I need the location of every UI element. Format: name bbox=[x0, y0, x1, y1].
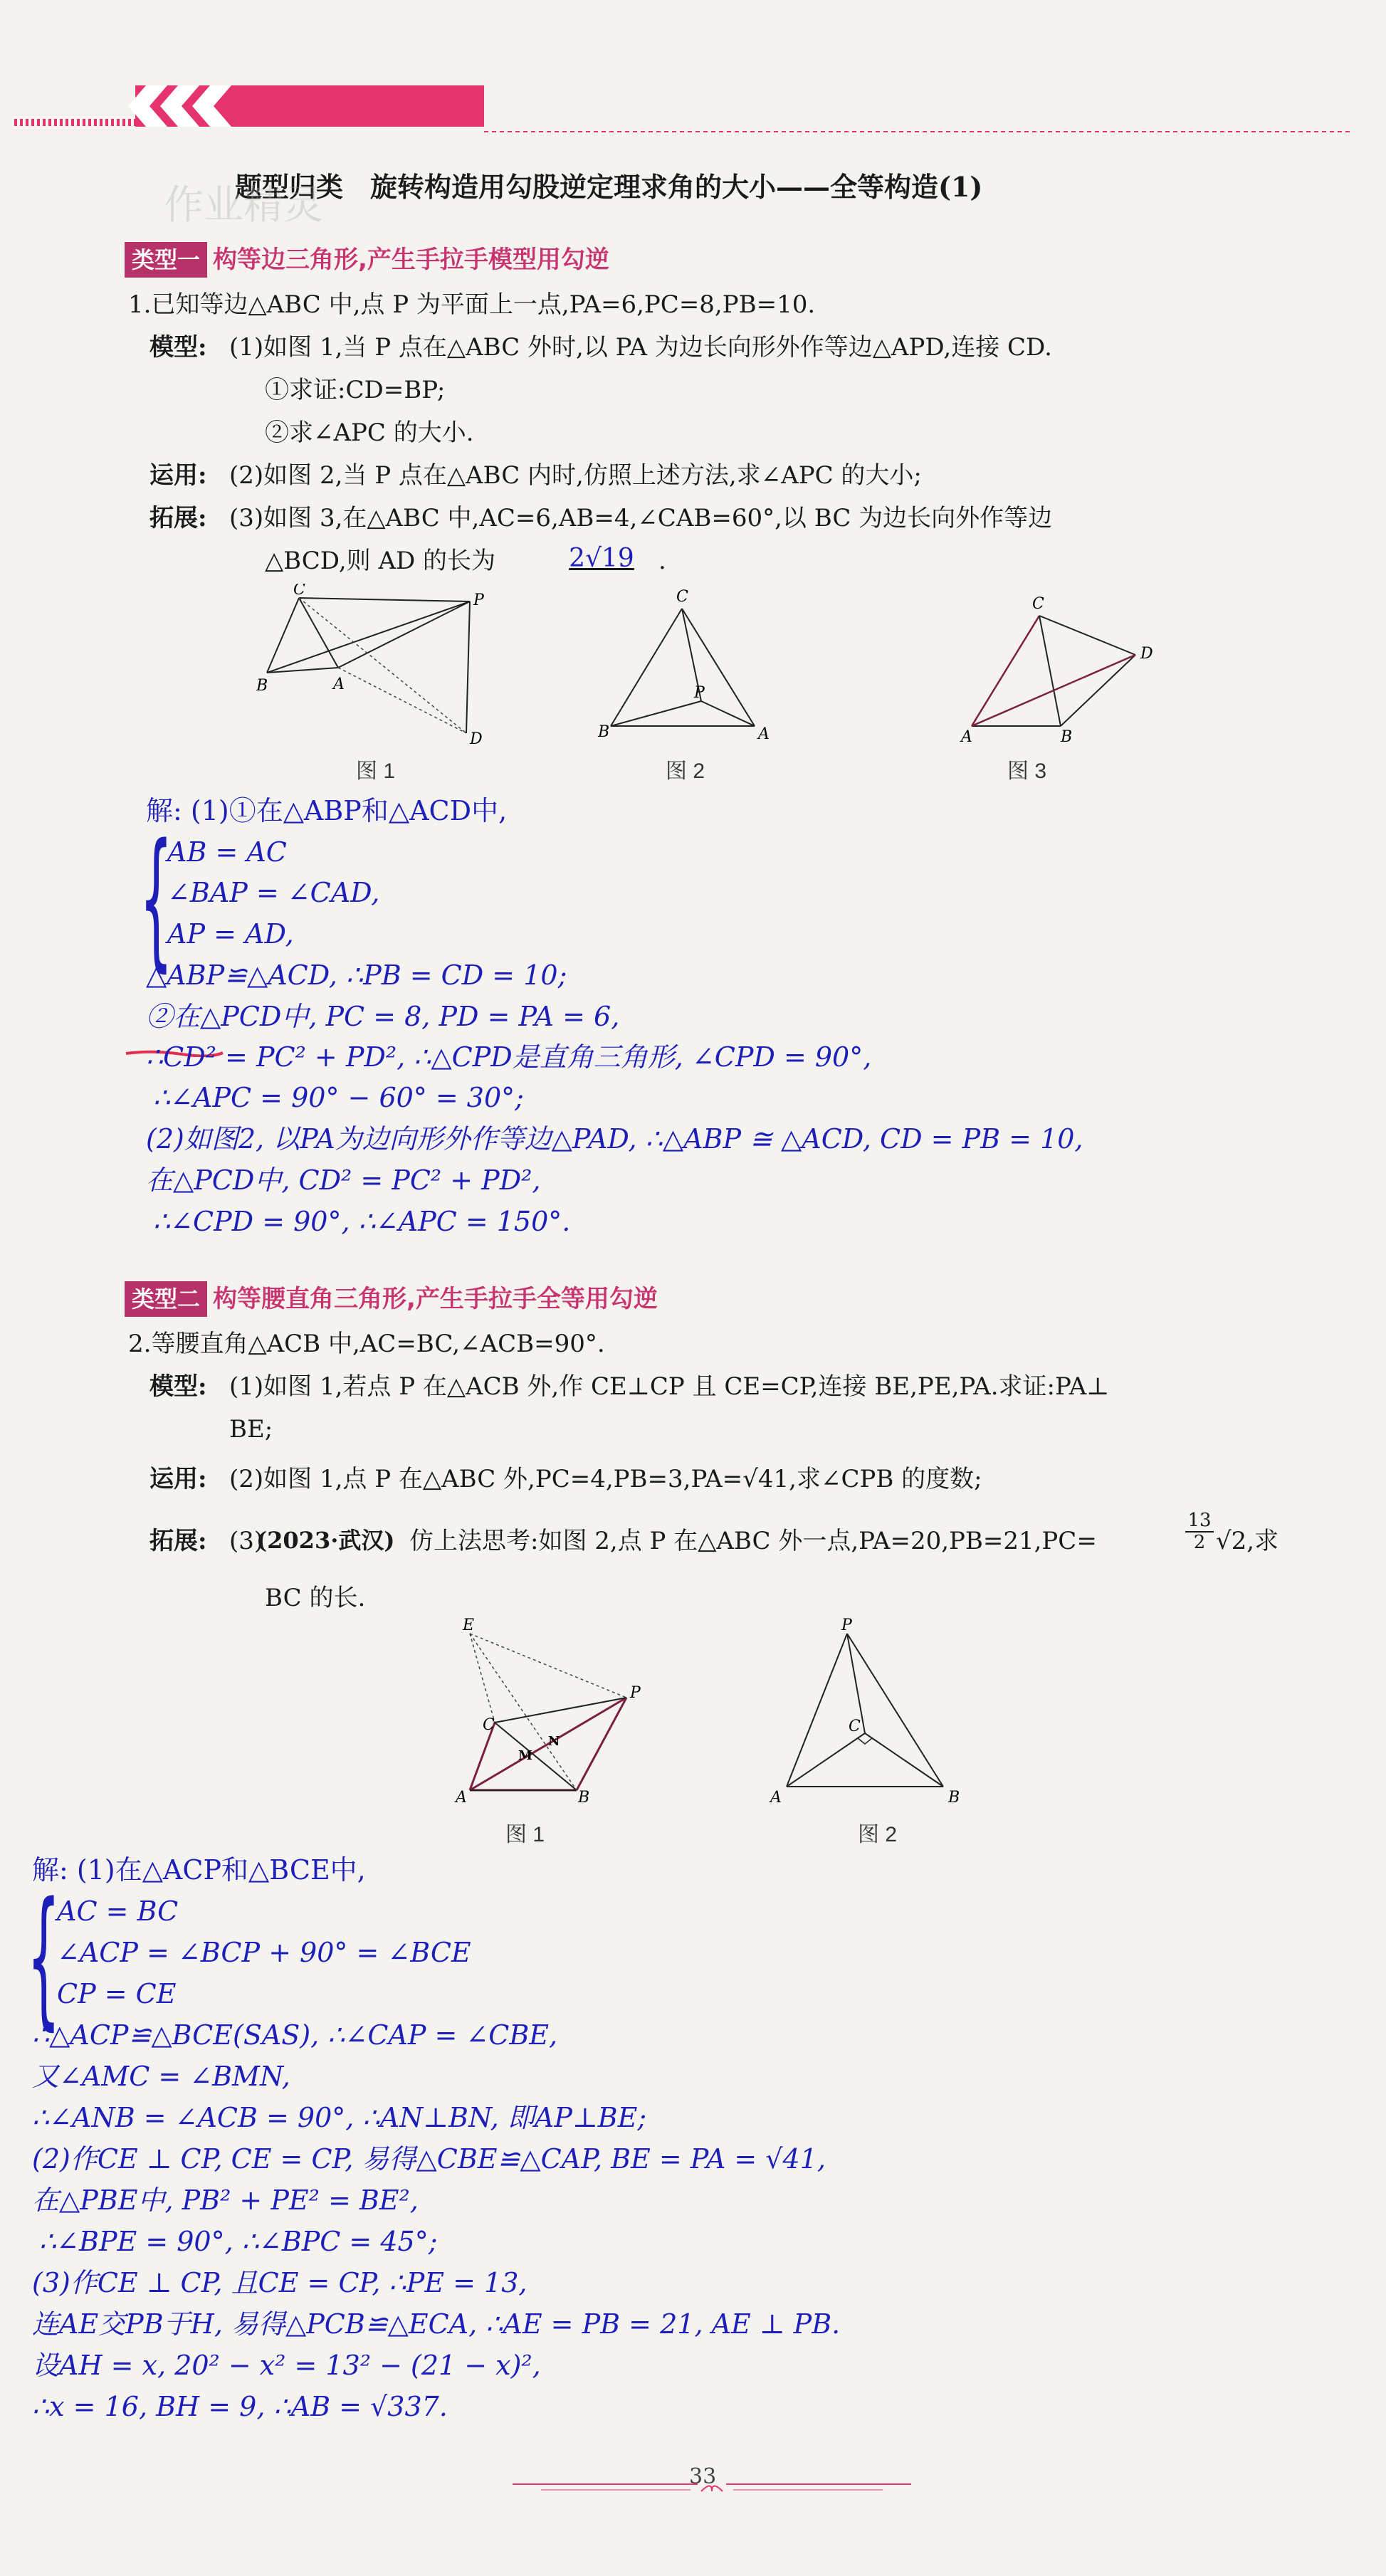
section-text: 构等腰直角三角形,产生手拉手全等用勾逆 bbox=[213, 1285, 658, 1313]
solution2-line: ∴∠ANB = ∠ACB = 90°, ∴AN⊥BN, 即AP⊥BE; bbox=[32, 2102, 647, 2133]
svg-text:C: C bbox=[676, 588, 688, 606]
solution1-line: △ABP≌△ACD, ∴PB = CD = 10; bbox=[146, 960, 567, 991]
solution1-line: 解: (1)①在△ABP和△ACD中, bbox=[146, 795, 508, 826]
solution2-line: 连AE交PB于H, 易得△PCB≌△ECA, ∴AE = PB = 21, AE ⊥ PB. bbox=[32, 2308, 841, 2340]
problem2-stem: 2.等腰直角△ACB 中,AC=BC,∠ACB=90°. bbox=[128, 1330, 605, 1358]
problem1-model-item1: ①求证:CD=BP; bbox=[265, 376, 446, 404]
svg-text:A: A bbox=[333, 675, 345, 693]
problem2-extend-text-c: √2,求 bbox=[1216, 1527, 1279, 1555]
problem2-extend-label: 拓展: bbox=[149, 1527, 207, 1555]
header-banner bbox=[0, 71, 1386, 135]
solution2-line: ∴∠BPE = 90°, ∴∠BPC = 45°; bbox=[39, 2226, 438, 2257]
solution2-brace: { bbox=[27, 1870, 61, 2044]
fig3-caption: 图 3 bbox=[1007, 759, 1047, 783]
solution1-line: ∠BAP = ∠CAD, bbox=[167, 877, 380, 908]
p2-fig2-caption: 图 2 bbox=[858, 1823, 898, 1846]
p2-fig1-caption: 图 1 bbox=[505, 1823, 545, 1846]
problem1-apply-text: (2)如图 2,当 P 点在△ABC 内时,仿照上述方法,求∠APC 的大小; bbox=[229, 461, 922, 490]
fraction-numerator: 13 bbox=[1185, 1510, 1214, 1533]
svg-text:D: D bbox=[470, 730, 483, 748]
svg-text:C: C bbox=[293, 584, 305, 599]
header-banner-graphic bbox=[0, 71, 1386, 135]
watermark: 作业精灵 bbox=[164, 182, 323, 228]
fig2-graphic bbox=[591, 584, 776, 755]
svg-text:P: P bbox=[473, 592, 484, 609]
solution1-line: AB = AC bbox=[167, 836, 287, 868]
problem2-model-label: 模型: bbox=[149, 1372, 207, 1401]
svg-text:C: C bbox=[1032, 595, 1044, 613]
page-number: 33 bbox=[689, 2464, 717, 2489]
solution1-line: 在△PCD中, CD² = PC² + PD², bbox=[146, 1165, 541, 1196]
solution2-line: 在△PBE中, PB² + PE² = BE², bbox=[32, 2185, 419, 2216]
problem1-apply-label: 运用: bbox=[149, 461, 207, 490]
solution2-line: CP = CE bbox=[57, 1978, 177, 2009]
page-title: 题型归类 旋转构造用勾股逆定理求角的大小——全等构造(1) bbox=[235, 171, 983, 203]
solution2-line: ∴△ACP≌△BCE(SAS), ∴∠CAP = ∠CBE, bbox=[32, 2019, 558, 2051]
svg-text:C: C bbox=[483, 1716, 495, 1734]
solution2-line: (2)作CE ⊥ CP, CE = CP, 易得△CBE≌△CAP, BE = PA = √41, bbox=[32, 2143, 826, 2175]
problem1-extend-text2a: △BCD,则 AD 的长为 bbox=[265, 547, 496, 575]
svg-text:N: N bbox=[548, 1734, 560, 1749]
problem1-stem: 1.已知等边△ABC 中,点 P 为平面上一点,PA=6,PC=8,PB=10. bbox=[128, 290, 816, 319]
solution1-brace: { bbox=[140, 811, 173, 986]
fraction-denominator: 2 bbox=[1193, 1531, 1206, 1553]
fig1-graphic bbox=[256, 584, 498, 755]
svg-text:C: C bbox=[849, 1718, 861, 1735]
problem2-figure-2 bbox=[762, 1616, 975, 1815]
problem1-figure-3 bbox=[954, 584, 1182, 755]
solution1-line: AP = AD, bbox=[167, 918, 294, 950]
solution2-line: ∠ACP = ∠BCP + 90° = ∠BCE bbox=[57, 1937, 471, 1968]
section-text: 构等边三角形,产生手拉手模型用勾逆 bbox=[213, 246, 609, 274]
svg-text:D: D bbox=[1140, 645, 1153, 663]
problem2-extend-text-a: (3) bbox=[229, 1527, 264, 1555]
problem1-model-label: 模型: bbox=[149, 333, 207, 362]
solution2-line: 解: (1)在△ACP和△BCE中, bbox=[32, 1854, 366, 1886]
problem2-extend-source: (2023·武汉) bbox=[256, 1527, 395, 1554]
solution1-line: ②在△PCD中, PC = 8, PD = PA = 6, bbox=[146, 1001, 620, 1032]
problem1-model-item2: ②求∠APC 的大小. bbox=[265, 419, 474, 447]
problem2-extend-text2: BC 的长. bbox=[265, 1584, 366, 1612]
svg-text:E: E bbox=[463, 1616, 475, 1634]
svg-text:B: B bbox=[578, 1789, 590, 1807]
fig1-caption: 图 1 bbox=[356, 759, 396, 783]
svg-text:P: P bbox=[694, 684, 705, 702]
problem1-figure-1 bbox=[256, 584, 498, 755]
problem1-extend-text: (3)如图 3,在△ABC 中,AC=6,AB=4,∠CAB=60°,以 BC 为边长向外作等边 bbox=[229, 504, 1053, 532]
svg-text:A: A bbox=[456, 1789, 467, 1807]
solution2-line: ∴x = 16, BH = 9, ∴AB = √337. bbox=[32, 2391, 448, 2422]
section-heading-1 bbox=[125, 242, 609, 278]
solution1-line: ∴CD² = PC² + PD², ∴△CPD是直角三角形, ∠CPD = 90°, bbox=[146, 1041, 872, 1073]
svg-text:B: B bbox=[256, 677, 268, 695]
solution2-line: 设AH = x, 20² − x² = 13² − (21 − x)², bbox=[32, 2350, 541, 2381]
svg-text:A: A bbox=[758, 725, 770, 743]
problem2-apply-label: 运用: bbox=[149, 1465, 207, 1493]
svg-text:A: A bbox=[770, 1789, 782, 1807]
problem2-model-text: (1)如图 1,若点 P 在△ACB 外,作 CE⊥CP 且 CE=CP,连接 BE,PE,PA.求证:PA⊥ bbox=[229, 1372, 1110, 1401]
problem1-figure-2 bbox=[591, 584, 776, 755]
problem2-model-text2: BE; bbox=[229, 1415, 273, 1444]
problem1-model-text: (1)如图 1,当 P 点在△ABC 外时,以 PA 为边长向形外作等边△APD,连接 CD. bbox=[229, 333, 1052, 362]
section-tag: 类型一 bbox=[125, 242, 207, 278]
problem2-apply-text: (2)如图 1,点 P 在△ABC 外,PC=4,PB=3,PA=√41,求∠CPB 的度数; bbox=[229, 1465, 982, 1493]
fig3-graphic bbox=[954, 584, 1182, 755]
solution2-line: (3)作CE ⊥ CP, 且CE = CP, ∴PE = 13, bbox=[32, 2267, 527, 2298]
svg-text:A: A bbox=[961, 728, 972, 746]
p2-fig2-graphic bbox=[762, 1616, 975, 1815]
svg-text:B: B bbox=[948, 1789, 960, 1807]
section-tag: 类型二 bbox=[125, 1281, 207, 1317]
problem1-extend-label: 拓展: bbox=[149, 504, 207, 532]
solution2-line: AC = BC bbox=[57, 1896, 179, 1927]
svg-text:P: P bbox=[841, 1616, 852, 1634]
svg-text:B: B bbox=[598, 723, 610, 741]
problem1-extend-text2b: . bbox=[658, 547, 666, 575]
problem1-extend-answer: 2√19 bbox=[569, 544, 634, 573]
problem2-extend-text-b: 仿上法思考:如图 2,点 P 在△ABC 外一点,PA=20,PB=21,PC= bbox=[409, 1527, 1097, 1555]
svg-text:M: M bbox=[518, 1748, 532, 1763]
solution1-line: ∴∠APC = 90° − 60° = 30°; bbox=[153, 1082, 524, 1113]
problem2-figure-1 bbox=[427, 1616, 655, 1815]
section-heading-2 bbox=[125, 1281, 658, 1317]
problem2-fraction bbox=[1185, 1510, 1214, 1552]
fig2-caption: 图 2 bbox=[666, 759, 705, 783]
svg-text:B: B bbox=[1061, 728, 1073, 746]
solution2-line: 又∠AMC = ∠BMN, bbox=[32, 2061, 290, 2092]
svg-text:P: P bbox=[630, 1684, 641, 1702]
p2-fig1-graphic bbox=[427, 1616, 655, 1815]
solution1-line: ∴∠CPD = 90°, ∴∠APC = 150°. bbox=[153, 1206, 571, 1237]
solution1-line: (2)如图2, 以PA为边向形外作等边△PAD, ∴△ABP ≅ △ACD, CD = PB = 10, bbox=[146, 1123, 1083, 1155]
